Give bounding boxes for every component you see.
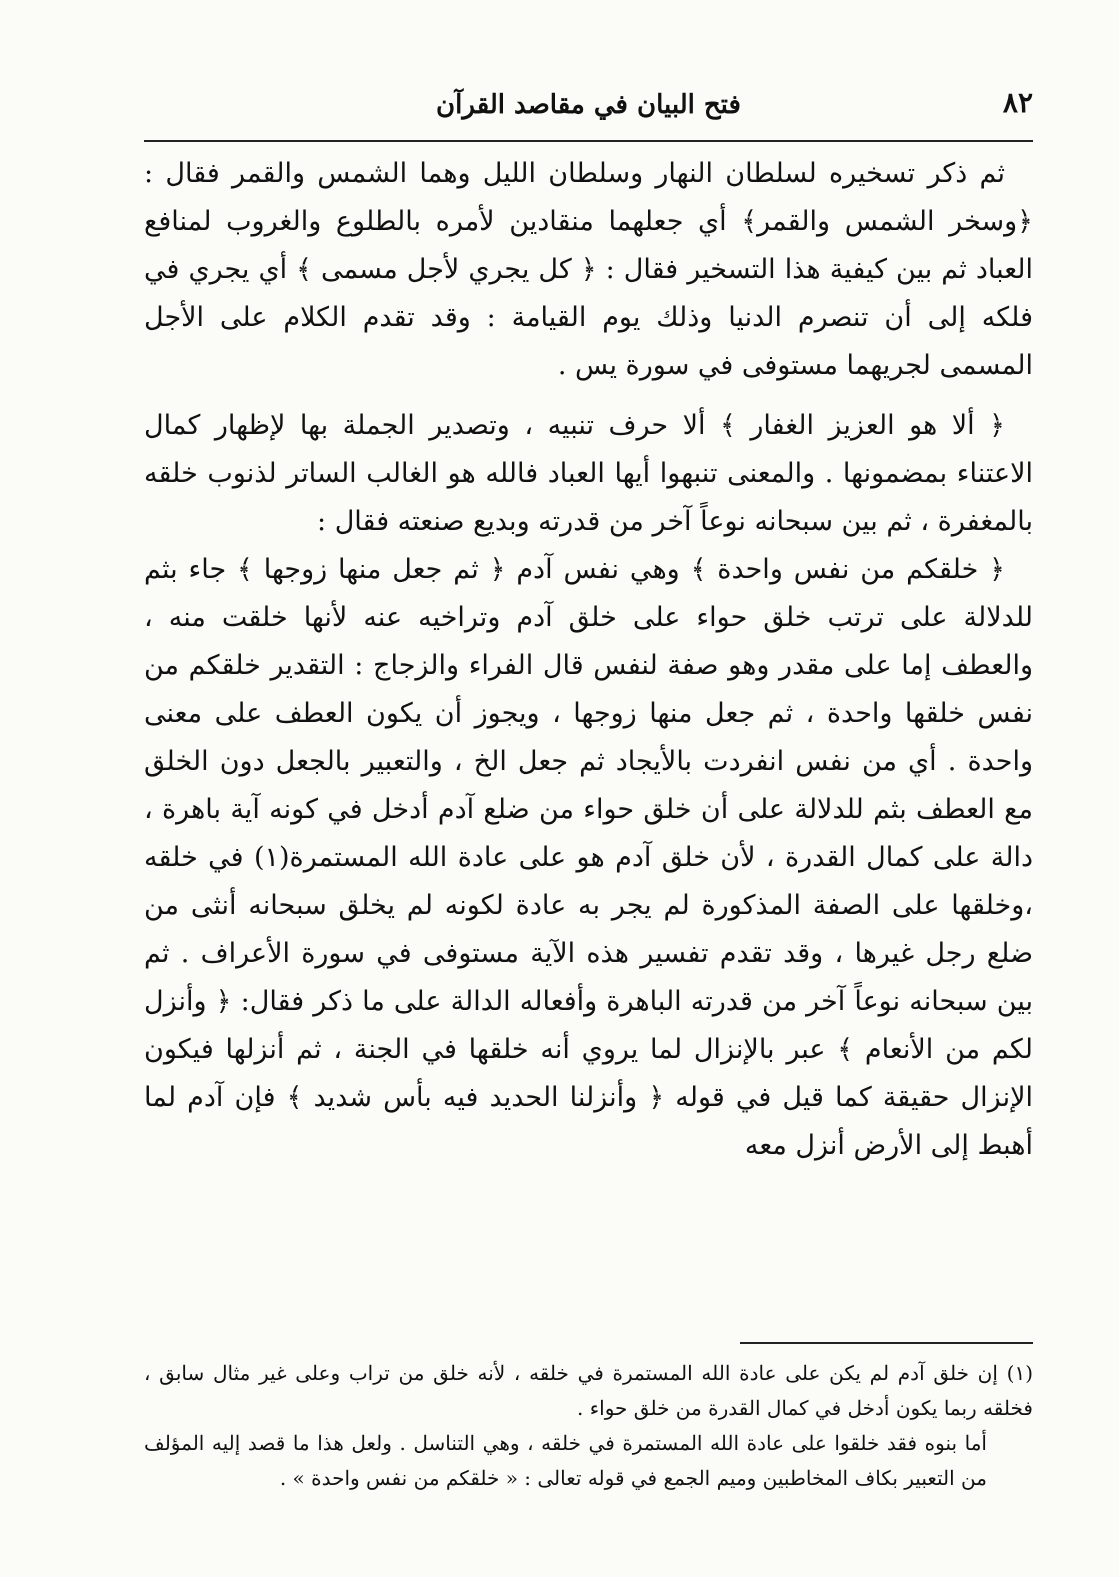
paragraph: ثم ذكر تسخيره لسلطان النهار وسلطان الليل وهما الشمس والقمر فقال : ﴿وسخر الشمس والقمر﴾ أي جعلهما منقادين لأمره بالطلوع والغروب لمنافع العباد ثم بين كيفية هذا التسخير فقال : ﴿ كل يجري لأجل مسمى ﴾ أي يجري في فلكه إلى أن تنصرم الدنيا وذلك يوم القيامة : وقد تقدم الكلام على الأجل المسمى لجريهما مستوفى في سورة يس .: [144, 158, 1033, 381]
paragraph: ﴿ ألا هو العزيز الغفار ﴾ ألا حرف تنبيه ، وتصدير الجملة بها لإظهار كمال الاعتناء بمضمونها . والمعنى تنبهوا أيها العباد فالله هو الغالب الساتر لذنوب خلقه بالمغفرة ، ثم بين سبحانه نوعاً آخر من قدرته وبديع صنعته فقال :: [144, 410, 1033, 537]
running-title: فتح البيان في مقاصد القرآن: [436, 90, 741, 120]
footnote: (١) إن خلق آدم لم يكن على عادة الله المستمرة في خلقه ، لأنه خلق من تراب وعلى غير مثال سابق ، فخلقه ربما يكون أدخل في كمال القدرة من خلق حواء .: [144, 1361, 1033, 1420]
footnote-continuation: أما بنوه فقد خلقوا على عادة الله المستمرة في خلقه ، وهي التناسل . ولعل هذا ما قصد إليه المؤلف من التعبير بكاف المخاطبين وميم الجمع في قوله تعالى : « خلقكم من نفس واحدة » .: [144, 1431, 987, 1490]
paragraph: ﴿ خلقكم من نفس واحدة ﴾ وهي نفس آدم ﴿ ثم جعل منها زوجها ﴾ جاء بثم للدلالة على ترتب خلق حواء على خلق آدم وتراخيه عنه لأنها خلقت منه ، والعطف إما على مقدر وهو صفة لنفس قال الفراء والزجاج : التقدير خلقكم من نفس خلقها واحدة ، ثم جعل منها زوجها ، ويجوز أن يكون العطف على معنى واحدة . أي من نفس انفردت بالأيجاد ثم جعل الخ ، والتعبير بالجعل دون الخلق مع العطف بثم للدلالة على أن خلق حواء من ضلع آدم أدخل في كونه آية باهرة ، دالة على كمال القدرة ، لأن خلق آدم هو على عادة الله المستمرة(١) في خلقه ،وخلقها على الصفة المذكورة لم يجر به عادة لكونه لم يخلق سبحانه أنثى من ضلع رجل غيرها ، وقد تقدم تفسير هذه الآية مستوفى في سورة الأعراف . ثم بين سبحانه نوعاً آخر من قدرته الباهرة وأفعاله الدالة على ما ذكر فقال: ﴿ وأنزل لكم من الأنعام ﴾ عبر بالإنزال لما يروي أنه خلقها في الجنة ، ثم أنزلها فيكون الإنزال حقيقة كما قيل في قوله ﴿ وأنزلنا الحديد فيه بأس شديد ﴾ فإن آدم لما أهبط إلى الأرض أنزل معه: [144, 554, 1034, 1161]
footnotes: [144, 1356, 1033, 1496]
page-header: [144, 80, 1033, 140]
header-rule: [144, 140, 1033, 142]
page-number: ٨٢: [1002, 86, 1033, 119]
footnote-rule: [740, 1342, 1033, 1344]
main-text: [144, 150, 1033, 1170]
